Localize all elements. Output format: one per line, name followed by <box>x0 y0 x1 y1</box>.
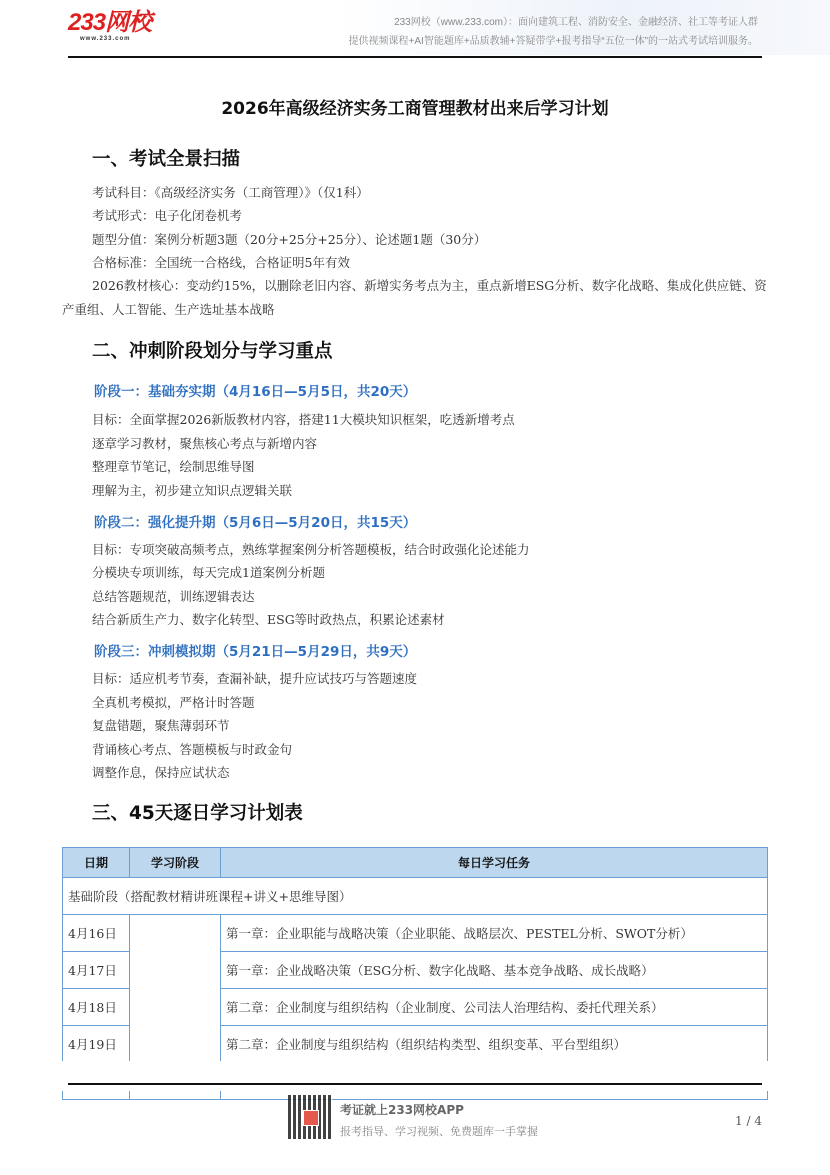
stage-line: 总结答题规范，训练逻辑表达 <box>92 589 255 604</box>
page-number: 1 / 4 <box>735 1114 762 1128</box>
date-cell: 4月18日 <box>63 989 130 1026</box>
stage-line: 逐章学习教材，聚焦核心考点与新增内容 <box>92 436 318 451</box>
task-cell: 第二章：企业制度与组织结构（组织结构类型、组织变革、平台型组织） <box>221 1026 768 1063</box>
stage-line: 理解为主，初步建立知识点逻辑关联 <box>92 483 293 498</box>
section-heading-2: 二、冲刺阶段划分与学习重点 <box>92 341 333 362</box>
stage-line: 目标：适应机考节奏，查漏补缺，提升应试技巧与答题速度 <box>92 671 418 686</box>
stage-line: 整理章节笔记，绘制思维导图 <box>92 459 255 474</box>
date-cell: 4月16日 <box>63 915 130 952</box>
info-line: 考试科目：《高级经济实务（工商管理）》（仅1科） <box>92 185 369 200</box>
logo-url: www.233.com <box>80 36 131 42</box>
task-cell: 第二章：企业制度与组织结构（企业制度、公司法人治理结构、委托代理关系） <box>221 989 768 1026</box>
col-header-stage: 学习阶段 <box>130 848 221 878</box>
stage-heading-2: 阶段二：强化提升期（5月6日—5月20日，共15天） <box>94 515 417 531</box>
header-line-1: 233网校（www.233.com）：面向建筑工程、消防安全、金融经济、社工等考证人群 <box>394 17 758 28</box>
stage-heading-3: 阶段三：冲刺模拟期（5月21日—5月29日，共9天） <box>94 644 417 660</box>
page-title: 2026年高级经济实务工商管理教材出来后学习计划 <box>221 99 609 119</box>
logo-text: 233网校 <box>68 9 152 36</box>
info-line: 合格标准：全国统一合格线，合格证明5年有效 <box>92 255 350 270</box>
stage-line: 复盘错题，聚焦薄弱环节 <box>92 718 230 733</box>
date-cell: 4月19日 <box>63 1026 130 1063</box>
footer-app-title: 考证就上233网校APP <box>340 1103 464 1117</box>
qr-logo-badge <box>303 1110 319 1126</box>
header-line-2: 提供视频课程+AI智能题库+品质教辅+答疑带学+报考指导“五位一体”的一站式考试培训服务。 <box>348 36 758 47</box>
stage-line: 目标：全面掌握2026新版教材内容，搭建11大模块知识框架，吃透新增考点 <box>92 412 515 427</box>
group-label: 基础阶段（搭配教材精讲班课程+讲义+思维导图） <box>63 878 768 915</box>
footer-app-subtitle: 报考指导、学习视频、免费题库一手掌握 <box>340 1125 538 1138</box>
task-cell: 第一章：企业职能与战略决策（企业职能、战略层次、PESTEL分析、SWOT分析） <box>221 915 768 952</box>
header-divider <box>68 56 762 58</box>
col-header-date: 日期 <box>63 848 130 878</box>
stage-line: 结合新质生产力、数字化转型、ESG等时政热点，积累论述素材 <box>92 612 445 627</box>
info-line: 题型分值：案例分析题3题（20分+25分+25分）、论述题1题（30分） <box>92 232 487 247</box>
footer-divider <box>68 1083 762 1085</box>
logo <box>68 10 151 42</box>
page-break-mask <box>0 1061 830 1091</box>
table-row <box>63 915 768 952</box>
section-heading-1: 一、考试全景扫描 <box>92 149 241 170</box>
stage-line: 目标：专项突破高频考点，熟练掌握案例分析答题模板，结合时政强化论述能力 <box>92 542 530 557</box>
stage-line: 调整作息，保持应试状态 <box>92 765 230 780</box>
stage-line: 全真机考模拟，严格计时答题 <box>92 695 255 710</box>
info-line: 考试形式：电子化闭卷机考 <box>92 208 243 223</box>
stage-line: 背诵核心考点、答题模板与时政金句 <box>92 742 293 757</box>
info-paragraph: 2026教材核心：变动约15%，以删除老旧内容、新增实务考点为主，重点新增ESG分析、数字化战略、集成化供应链、资产重组、人工智能、生产选址基本战略 <box>62 278 767 317</box>
table-header-row <box>63 848 768 878</box>
section-heading-3: 三、45天逐日学习计划表 <box>92 803 303 824</box>
col-header-task: 每日学习任务 <box>221 848 768 878</box>
date-cell: 4月17日 <box>63 952 130 989</box>
table-group-row <box>63 878 768 915</box>
stage-line: 分模块专项训练，每天完成1道案例分析题 <box>92 565 325 580</box>
task-cell: 第一章：企业战略决策（ESG分析、数字化战略、基本竞争战略、成长战略） <box>221 952 768 989</box>
qr-code-icon <box>288 1095 332 1139</box>
stage-heading-1: 阶段一：基础夯实期（4月16日—5月5日，共20天） <box>94 384 417 400</box>
